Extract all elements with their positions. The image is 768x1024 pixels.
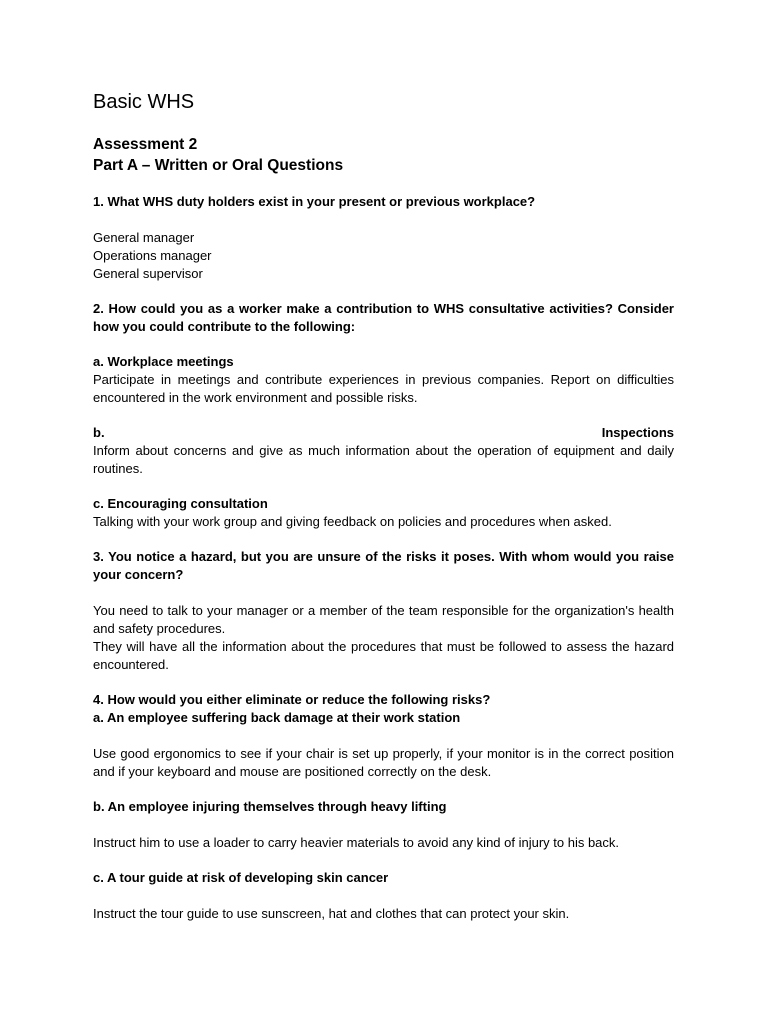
question-1: 1. What WHS duty holders exist in your present or previous workplace?: [93, 194, 536, 209]
question-1-answers: [93, 229, 674, 283]
question-4b-heading: b. An employee injuring themselves through heavy lifting: [93, 799, 447, 814]
document-title: Basic WHS: [93, 91, 195, 113]
question-4c-answer: Instruct the tour guide to use sunscreen, hat and clothes that can protect your skin.: [93, 906, 570, 921]
question-2b-word: Inspections: [601, 425, 674, 440]
question-2a-answer: Participate in meetings and contribute experiences in previous companies. Report on difficulties encountered in the work environment and possible risks.: [93, 372, 674, 405]
question-4a-heading: a. An employee suffering back damage at their work station: [93, 710, 461, 725]
question-2c-answer: Talking with your work group and giving feedback on policies and procedures when asked.: [93, 514, 612, 529]
question-2b-heading: [93, 424, 674, 442]
question-3-answer-1: You need to talk to your manager or a member of the team responsible for the organization's health and safety procedures.: [93, 603, 674, 636]
question-2c-heading: c. Encouraging consultation: [93, 496, 268, 511]
question-2b-answer: Inform about concerns and give as much information about the operation of equipment and daily routines.: [93, 443, 674, 476]
question-4c-heading: c. A tour guide at risk of developing skin cancer: [93, 870, 389, 885]
question-3: 3. You notice a hazard, but you are unsure of the risks it poses. With whom would you raise your concern?: [93, 549, 674, 582]
question-4a-answer: Use good ergonomics to see if your chair is set up properly, if your monitor is in the correct position and if your keyboard and mouse are positioned correctly on the desk.: [93, 746, 674, 779]
answer-item: General manager: [93, 230, 195, 245]
assessment-heading: Assessment 2: [93, 136, 198, 153]
answer-item: Operations manager: [93, 248, 212, 263]
question-3-answer-2: They will have all the information about the procedures that must be followed to assess the hazard encountered.: [93, 639, 674, 672]
question-2b-letter: b.: [93, 425, 105, 440]
question-2a-heading: a. Workplace meetings: [93, 354, 234, 369]
answer-item: General supervisor: [93, 266, 203, 281]
question-4b-answer: Instruct him to use a loader to carry heavier materials to avoid any kind of injury to his back.: [93, 835, 620, 850]
question-4: 4. How would you either eliminate or reduce the following risks?: [93, 692, 491, 707]
document-page: [93, 88, 674, 923]
part-heading: Part A – Written or Oral Questions: [93, 157, 344, 174]
question-2: 2. How could you as a worker make a contribution to WHS consultative activities? Consider how you could contribute to the following:: [93, 301, 674, 334]
